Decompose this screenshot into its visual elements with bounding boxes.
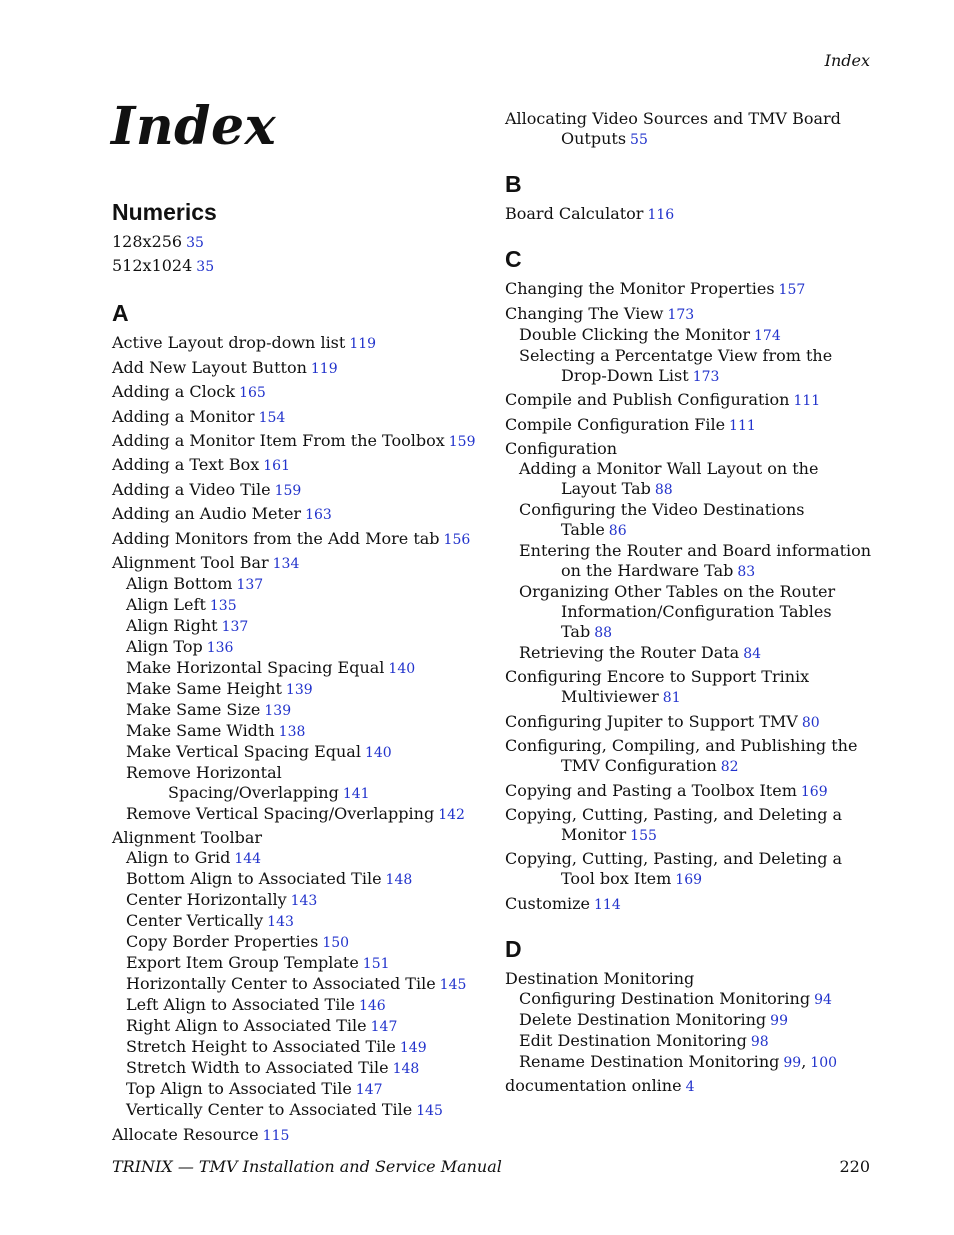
index-subentry [112, 869, 487, 890]
page-link[interactable]: 88 [594, 624, 613, 641]
index-entry [112, 480, 487, 501]
page-link[interactable]: 154 [258, 409, 286, 426]
index-subentry [112, 974, 487, 995]
page-link[interactable]: 99 [770, 1012, 788, 1029]
page-link[interactable]: 86 [608, 522, 627, 539]
index-subentry [505, 1031, 875, 1052]
entry-term: Entering the Router and Board information on the Hardware Tab [519, 540, 872, 580]
entry-term: Configuring the Video Destinations Table [519, 499, 805, 539]
page-link[interactable]: 111 [793, 393, 821, 410]
page-link[interactable]: 83 [737, 563, 756, 580]
index-entry [112, 504, 487, 525]
entry-term: Compile Configuration File [505, 414, 726, 434]
entry-term: Adding a Monitor [112, 406, 255, 426]
entry-term: Align Bottom [126, 573, 233, 593]
entry-term: Align Right [126, 615, 218, 635]
page-link[interactable]: 144 [234, 851, 262, 868]
entry-term: Left Align to Associated Tile [126, 995, 355, 1015]
entry-term: Adding a Video Tile [112, 479, 271, 499]
entry-term: Configuring Destination Monitoring [519, 988, 811, 1008]
page-link[interactable]: 137 [236, 576, 264, 593]
index-subentry [112, 595, 487, 616]
entry-term: Horizontally Center to Associated Tile [126, 974, 436, 994]
entry-term: Stretch Height to Associated Tile [126, 1037, 396, 1057]
page-link[interactable]: 151 [362, 956, 390, 973]
index-entry [505, 415, 875, 436]
entry-term: Adding a Monitor Item From the Toolbox [112, 430, 445, 450]
page-link[interactable]: 88 [654, 481, 673, 498]
page-link[interactable]: 148 [385, 872, 413, 889]
entry-term: Align Top [126, 636, 203, 656]
page-link[interactable]: 55 [630, 132, 648, 149]
entry-term: Alignment Toolbar [112, 828, 263, 848]
index-entry [505, 304, 875, 325]
section-heading: Numerics [112, 199, 217, 225]
index-entry [112, 256, 487, 277]
page-link[interactable]: 140 [388, 660, 416, 677]
page-link[interactable]: 119 [310, 360, 338, 377]
entry-term: Make Same Height [126, 678, 282, 698]
page-link[interactable]: 4 [685, 1079, 695, 1096]
index-subentry [112, 616, 487, 637]
entry-term: Active Layout drop-down list [112, 333, 346, 353]
page-link[interactable]: 173 [667, 306, 695, 323]
entry-term: Copying and Pasting a Toolbox Item [505, 780, 797, 800]
index-subentry [112, 1016, 487, 1037]
index-entry [112, 1125, 487, 1146]
entry-term: Make Same Width [126, 720, 275, 740]
index-subentry [505, 1010, 875, 1031]
entry-term: Configuring, Compiling, and Publishing the TMV Configuration [505, 736, 858, 776]
page-link[interactable]: 159 [274, 482, 302, 499]
page-link[interactable]: 157 [778, 282, 806, 299]
page-link[interactable]: 141 [342, 785, 370, 802]
index-entry [112, 529, 487, 550]
entry-term: Retrieving the Router Data [519, 642, 740, 662]
page-link[interactable]: 173 [692, 368, 720, 385]
index-subentry [505, 500, 875, 541]
entry-term: Stretch Width to Associated Tile [126, 1058, 389, 1078]
page-link[interactable]: 138 [278, 723, 306, 740]
page-link[interactable]: 150 [322, 935, 350, 952]
index-subentry [112, 700, 487, 721]
entry-term: Copying, Cutting, Pasting, and Deleting a Monitor [505, 804, 843, 844]
entry-term: Changing The View [505, 303, 664, 323]
index-subentry [112, 804, 487, 825]
index-entry [505, 712, 875, 733]
page-link[interactable]: 137 [221, 618, 249, 635]
entry-term: Double Clicking the Monitor [519, 324, 750, 344]
footer-title: TRINIX — TMV Installation and Service Manual [112, 1157, 502, 1176]
entry-term: Adding an Audio Meter [112, 504, 302, 524]
page-link[interactable]: 115 [262, 1127, 290, 1144]
index-subentry: Rename Destination Monitoring 99, 100 [519, 1051, 838, 1071]
page-link[interactable]: 116 [647, 207, 675, 224]
index-section [112, 299, 487, 1145]
index-section [505, 170, 875, 225]
index-section [505, 935, 875, 1097]
index-subentry [112, 1079, 487, 1100]
page-link[interactable]: 98 [750, 1033, 769, 1050]
page-link[interactable]: 81 [662, 690, 681, 707]
page-link[interactable]: 174 [754, 327, 781, 344]
section-heading: A [112, 300, 129, 327]
page-link[interactable]: 35 [186, 235, 204, 251]
page-link[interactable]: 145 [439, 977, 467, 994]
page-link[interactable]: 163 [305, 507, 332, 524]
entry-term: Destination Monitoring [505, 968, 695, 988]
entry-term: Delete Destination Monitoring [519, 1009, 767, 1029]
page-link[interactable]: 156 [443, 531, 471, 548]
index-entry [505, 736, 875, 777]
index-section [505, 245, 875, 914]
page-link[interactable]: 114 [594, 896, 621, 913]
page-link[interactable]: 169 [675, 872, 703, 889]
entry-term: Adding a Monitor Wall Layout on the Layout Tab [519, 458, 819, 498]
entry-term: Board Calculator [505, 204, 644, 224]
running-head: Index [824, 51, 870, 70]
index-entry [112, 407, 487, 428]
entry-term: 128x256 [112, 232, 183, 251]
entry-term: Copy Border Properties [126, 932, 319, 952]
page-link[interactable]: 139 [285, 681, 313, 698]
index-column-left [112, 198, 487, 1146]
entry-term: Make Vertical Spacing Equal [126, 741, 361, 761]
entry-term: Right Align to Associated Tile [126, 1016, 367, 1036]
footer-page-number: 220 [839, 1157, 870, 1176]
page-link[interactable]: 80 [801, 714, 820, 731]
entry-term: Edit Destination Monitoring [519, 1030, 747, 1050]
page-link[interactable]: 94 [814, 991, 832, 1008]
index-entry [505, 439, 875, 459]
page-link[interactable]: 139 [264, 702, 292, 719]
entry-term: Copying, Cutting, Pasting, and Deleting a Tool box Item [505, 849, 843, 889]
index-entry [112, 828, 487, 848]
index-subentry [112, 658, 487, 679]
index-subentry [112, 1100, 487, 1121]
page-link[interactable]: 148 [392, 1061, 420, 1078]
entry-term: Center Horizontally [126, 890, 287, 910]
page-link[interactable]: 135 [209, 597, 237, 614]
index-subentry [505, 325, 875, 346]
entry-term: Changing the Monitor Properties [505, 279, 775, 299]
index-entry [505, 204, 875, 225]
entry-term: Allocate Resource [112, 1124, 259, 1144]
entry-term: 512x1024 [112, 256, 193, 276]
page-link[interactable]: 146 [358, 998, 386, 1015]
section-heading: D [505, 935, 522, 962]
entry-term: Configuring Jupiter to Support TMV [505, 711, 798, 731]
index-section [505, 109, 875, 150]
page-link[interactable]: 143 [267, 914, 294, 931]
page-link[interactable]: 169 [800, 783, 828, 800]
index-subentry [112, 742, 487, 763]
entry-term: Remove Horizontal Spacing/Overlapping [126, 762, 339, 802]
index-entry [505, 109, 875, 150]
index-entry [505, 894, 875, 915]
index-column-right [505, 106, 875, 1097]
page-link[interactable]: 111 [729, 417, 756, 434]
index-subentry [112, 848, 487, 869]
index-entry [505, 1076, 875, 1097]
page-link[interactable]: 147 [355, 1082, 383, 1099]
entry-term: Align to Grid [126, 848, 231, 868]
index-subentry [505, 459, 875, 500]
entry-term: Alignment Tool Bar [112, 552, 269, 572]
index-entry [505, 667, 875, 708]
index-subentry [505, 643, 875, 664]
entry-term: Selecting a Percentatge View from the Drop-Down List [519, 345, 833, 385]
page-link[interactable]: 82 [720, 759, 739, 776]
index-subentry [505, 989, 875, 1010]
page-link[interactable]: 119 [349, 336, 377, 353]
index-entry [112, 382, 487, 403]
page-link[interactable]: 159 [448, 433, 476, 450]
index-subentry [112, 1058, 487, 1079]
entry-term: Configuration [505, 438, 618, 458]
entry-term: Make Horizontal Spacing Equal [126, 657, 385, 677]
index-entry [505, 849, 875, 890]
entry-term: Vertically Center to Associated Tile [126, 1100, 413, 1120]
page-link[interactable]: 149 [399, 1040, 427, 1057]
index-entry [112, 358, 487, 379]
entry-term: Center Vertically [126, 911, 264, 931]
index-entry [505, 279, 875, 300]
page-title: Index [111, 96, 277, 157]
entry-term: Configuring Encore to Support Trinix Multiviewer [505, 667, 810, 707]
page-link[interactable]: 99 [783, 1054, 802, 1071]
entry-term: Top Align to Associated Tile [126, 1079, 352, 1099]
entry-term: Make Same Size [126, 699, 261, 719]
index-entry [112, 553, 487, 574]
page-link[interactable]: 136 [206, 639, 234, 656]
index-subentry [112, 932, 487, 953]
index-entry [112, 333, 487, 354]
index-subentry [112, 721, 487, 742]
index-subentry [112, 679, 487, 700]
section-heading: B [505, 171, 522, 198]
index-entry [505, 390, 875, 411]
index-subentry [112, 637, 487, 658]
entry-term: Bottom Align to Associated Tile [126, 869, 382, 889]
page-link[interactable]: 145 [416, 1103, 443, 1120]
index-subentry [112, 995, 487, 1016]
index-subentry [505, 541, 875, 582]
index-subentry [112, 574, 487, 595]
entry-term: Organizing Other Tables on the Router Information/Configuration Tables Tab [519, 581, 836, 641]
index-entry [112, 431, 487, 452]
entry-term: Adding Monitors from the Add More tab [112, 528, 440, 548]
index-subentry [112, 890, 487, 911]
entry-term: Remove Vertical Spacing/Overlapping [126, 803, 435, 823]
page-link[interactable]: 140 [364, 744, 392, 761]
entry-term: Align Left [126, 594, 206, 614]
page-link[interactable]: 143 [290, 893, 318, 910]
index-subentry [112, 763, 487, 804]
page-link[interactable]: 134 [272, 555, 300, 572]
index-subentry [505, 582, 875, 643]
page-link[interactable]: 155 [630, 827, 657, 844]
page-link[interactable]: 35 [196, 259, 215, 276]
page-link[interactable]: 84 [743, 645, 762, 662]
section-heading: C [505, 246, 522, 273]
index-entry [112, 232, 487, 253]
index-section [112, 198, 487, 277]
entry-term: Add New Layout Button [112, 357, 307, 377]
index-entry [505, 781, 875, 802]
entry-term: documentation online [505, 1076, 682, 1096]
page-link[interactable]: 142 [438, 806, 465, 823]
entry-term: Adding a Text Box [112, 455, 260, 475]
entry-term: Adding a Clock [112, 382, 236, 402]
index-entry [505, 969, 875, 989]
index-subentry [112, 911, 487, 932]
entry-term: Allocating Video Sources and TMV Board Outputs [505, 109, 841, 149]
index-entry [505, 805, 875, 846]
page-link[interactable]: 100 [810, 1054, 838, 1071]
entry-term: Compile and Publish Configuration [505, 390, 790, 410]
page-link[interactable]: 165 [239, 385, 266, 402]
page-link[interactable]: 147 [370, 1019, 398, 1036]
entry-term: Customize [505, 893, 591, 913]
entry-term: Rename Destination Monitoring [519, 1051, 780, 1071]
index-subentry [505, 346, 875, 387]
index-subentry [112, 953, 487, 974]
index-subentry [112, 1037, 487, 1058]
entry-term: Export Item Group Template [126, 953, 359, 973]
page-link[interactable]: 161 [263, 458, 290, 475]
index-entry [112, 455, 487, 476]
